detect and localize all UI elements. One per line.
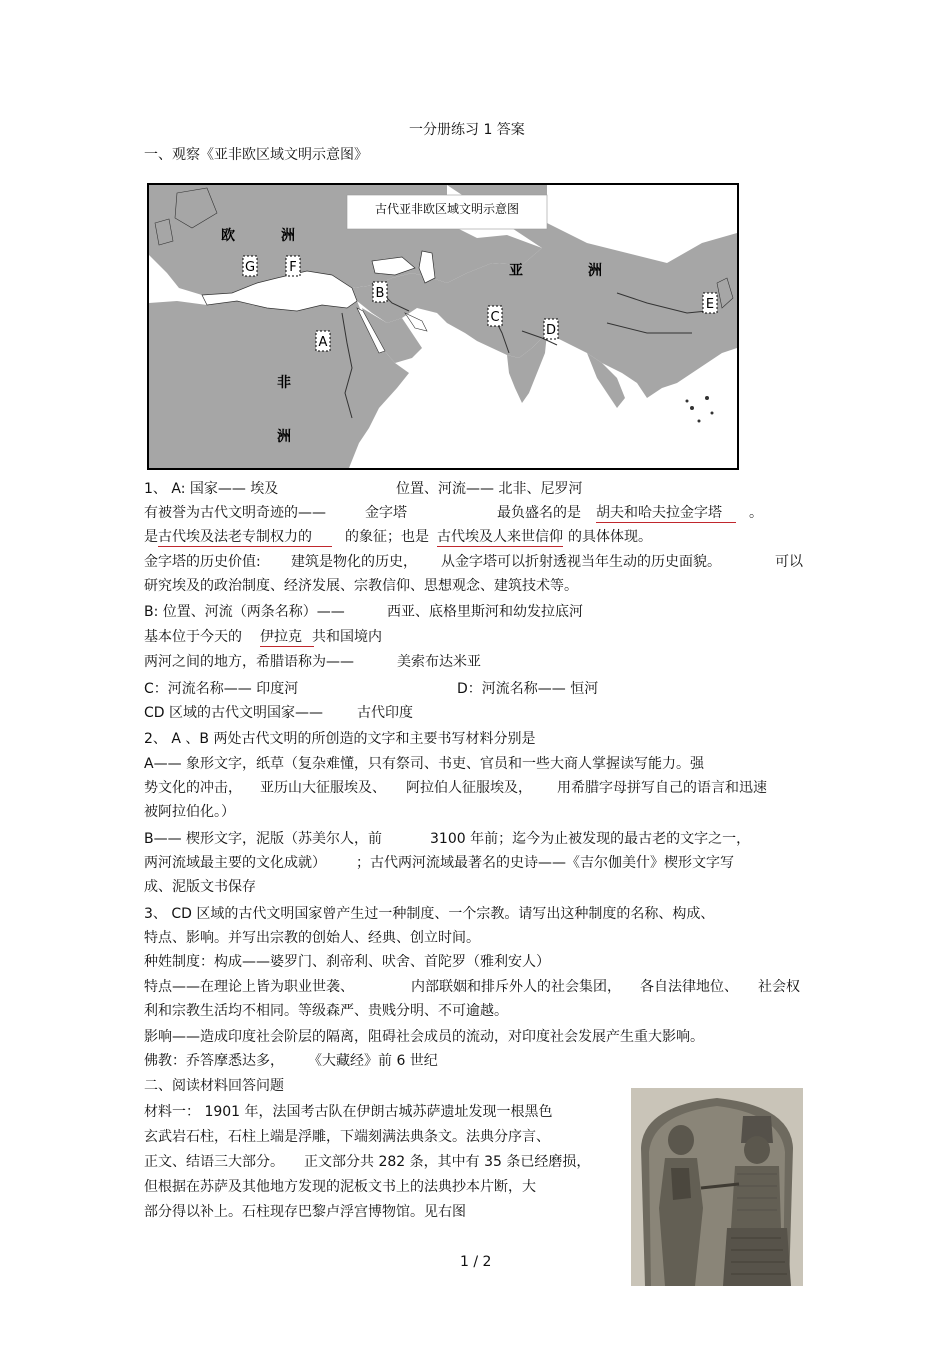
marker-c — [488, 306, 502, 326]
asia-label-1: 亚 — [509, 263, 523, 279]
q1-line9-b: D：河流名称—— 恒河 — [457, 681, 599, 697]
q1-line4-c: 从金字塔可以折射透视当年生动的历史面貌。 — [441, 554, 721, 570]
hammurabi-stela-image — [631, 1088, 803, 1286]
q2-line3-a: 势文化的冲击， — [144, 780, 242, 796]
civilization-map — [147, 183, 739, 470]
q1-line8-b: 美索布达米亚 — [397, 654, 481, 670]
q1-line3-e: 的具体体现。 — [568, 529, 652, 545]
q1-line2-a: 有被誉为古代文明奇迹的—— — [144, 505, 326, 521]
q1-line2-e: 。 — [749, 505, 763, 521]
svg-text:G: G — [244, 260, 256, 275]
q2-line3-b: 亚历山大征服埃及、 — [260, 780, 386, 796]
svg-text:F: F — [289, 260, 297, 275]
q3-line4-b: 内部联姻和排斥外人的社会集团， — [411, 979, 621, 995]
q3-line1: 3、 CD 区域的古代文明国家曾产生过一种制度、一个宗教。请写出这种制度的名称、构成、 — [144, 906, 715, 922]
q1-line2-b: 金字塔 — [365, 505, 407, 521]
section-heading: 一、观察《亚非欧区域文明示意图》 — [144, 147, 368, 163]
q3-line6: 影响——造成印度社会阶层的隔离，阻碍社会成员的流动，对印度社会发展产生重大影响。 — [144, 1029, 704, 1045]
q2-line3-d: 用希腊字母拼写自己的语言和迅速 — [557, 780, 767, 796]
s2-line5: 部分得以补上。石柱现存巴黎卢浮宫博物馆。见右图 — [144, 1204, 466, 1220]
q1-line9-a: C：河流名称—— 印度河 — [144, 681, 299, 697]
q1-line1-a: 1、 A: 国家—— 埃及 — [144, 481, 279, 497]
q3-line4-d: 社会权 — [758, 979, 800, 995]
q1-line3-c: 的象征；也是 — [345, 529, 429, 545]
marker-d — [544, 319, 558, 339]
q2-line2: A—— 象形文字，纸草（复杂难懂，只有祭司、书吏、官员和一些大商人掌握读写能力。强 — [144, 756, 705, 772]
q1-line2-c: 最负盛名的是 — [497, 505, 581, 521]
marker-a — [316, 331, 330, 351]
q2-line5-b: 3100 年前；迄今为止被发现的最古老的文字之一， — [430, 831, 751, 847]
q3-line4-c: 各自法律地位、 — [640, 979, 738, 995]
q1-line3-answer-pharaoh: 古代埃及法老专制权力的 — [158, 528, 332, 547]
q1-line6-a: B: 位置、河流（两条名称）—— — [144, 604, 345, 620]
q2-line6-a: 两河流域最主要的文化成就） — [144, 855, 326, 871]
q3-line3: 种姓制度：构成——婆罗门、刹帝利、吠舍、首陀罗（雅利安人） — [144, 954, 550, 970]
q2-line5-a: B—— 楔形文字，泥版（苏美尔人，前 — [144, 831, 383, 847]
q3-line7-a: 佛教：乔答摩悉达多， — [144, 1053, 284, 1069]
page-number: 1 / 2 — [460, 1254, 492, 1270]
q2-line3-c: 阿拉伯人征服埃及， — [406, 780, 532, 796]
q1-line3-a: 是 — [144, 529, 158, 545]
q1-line8-a: 两河之间的地方，希腊语称为—— — [144, 654, 354, 670]
section2-heading: 二、阅读材料回答问题 — [144, 1078, 284, 1094]
s2-line4: 但根据在苏萨及其他地方发现的泥板文书上的法典抄本片断，大 — [144, 1179, 536, 1195]
q1-line4-a: 金字塔的历史价值: — [144, 554, 261, 570]
europe-label-1: 欧 — [221, 228, 235, 244]
svg-text:A: A — [318, 335, 328, 350]
svg-text:C: C — [490, 310, 500, 325]
q2-line6-b: ；古代两河流域最著名的史诗——《吉尔伽美什》楔形文字写 — [356, 855, 734, 871]
s2-line3-a: 正文、结语三大部分。 — [144, 1154, 284, 1170]
q3-line4-a: 特点——在理论上皆为职业世袭、 — [144, 979, 354, 995]
marker-e — [703, 293, 717, 313]
q1-line4-b: 建筑是物化的历史， — [291, 554, 417, 570]
q1-line7-answer-iraq: 伊拉克 — [260, 628, 314, 647]
page-title: 一分册练习 1 答案 — [409, 122, 525, 138]
q1-line6-b: 西亚、底格里斯河和幼发拉底河 — [387, 604, 583, 620]
svg-text:D: D — [545, 323, 557, 338]
marker-g — [243, 256, 257, 276]
q2-line7: 成、泥版文书保存 — [144, 879, 256, 895]
africa-label-1: 非 — [277, 375, 291, 391]
marker-f — [286, 256, 300, 276]
q1-line3-answer-afterlife: 古代埃及人来世信仰 — [437, 529, 563, 545]
q1-line1-b: 位置、河流—— 北非、尼罗河 — [396, 481, 583, 497]
s2-line3-b: 正文部分共 282 条，其中有 35 条已经磨损， — [304, 1154, 591, 1170]
q3-line5: 利和宗教生活均不相同。等级森严、贵贱分明、不可逾越。 — [144, 1003, 508, 1019]
map-title: 古代亚非欧区域文明示意图 — [374, 202, 520, 216]
europe-label-2: 洲 — [281, 228, 295, 244]
q3-line2: 特点、影响。并写出宗教的创始人、经典、创立时间。 — [144, 930, 480, 946]
q1-line5: 研究埃及的政治制度、经济发展、宗教信仰、思想观念、建筑技术等。 — [144, 578, 578, 594]
marker-b — [373, 282, 387, 302]
q2-line1: 2、 A 、B 两处古代文明的所创造的文字和主要书写材料分别是 — [144, 731, 536, 747]
s2-line2: 玄武岩石柱，石柱上端是浮雕，下端刻满法典条文。法典分序言、 — [144, 1129, 550, 1145]
africa-label-2: 洲 — [277, 429, 291, 445]
q1-line4-d: 可以 — [775, 554, 803, 570]
q2-line4: 被阿拉伯化。） — [144, 804, 235, 820]
svg-text:E: E — [705, 297, 715, 312]
q1-line10-a: CD 区域的古代文明国家—— — [144, 705, 324, 721]
svg-text:B: B — [375, 286, 385, 301]
q3-line7-b: 《大藏经》前 6 世纪 — [308, 1053, 438, 1069]
s2-line1: 材料一： 1901 年，法国考古队在伊朗古城苏萨遗址发现一根黑色 — [144, 1104, 553, 1120]
q1-line7-c: 共和国境内 — [312, 629, 382, 645]
asia-label-2: 洲 — [588, 263, 602, 279]
q1-line2-answer-pyramids: 胡夫和哈夫拉金字塔 — [596, 504, 736, 523]
q1-line10-b: 古代印度 — [357, 705, 413, 721]
q1-line7-a: 基本位于今天的 — [144, 629, 242, 645]
